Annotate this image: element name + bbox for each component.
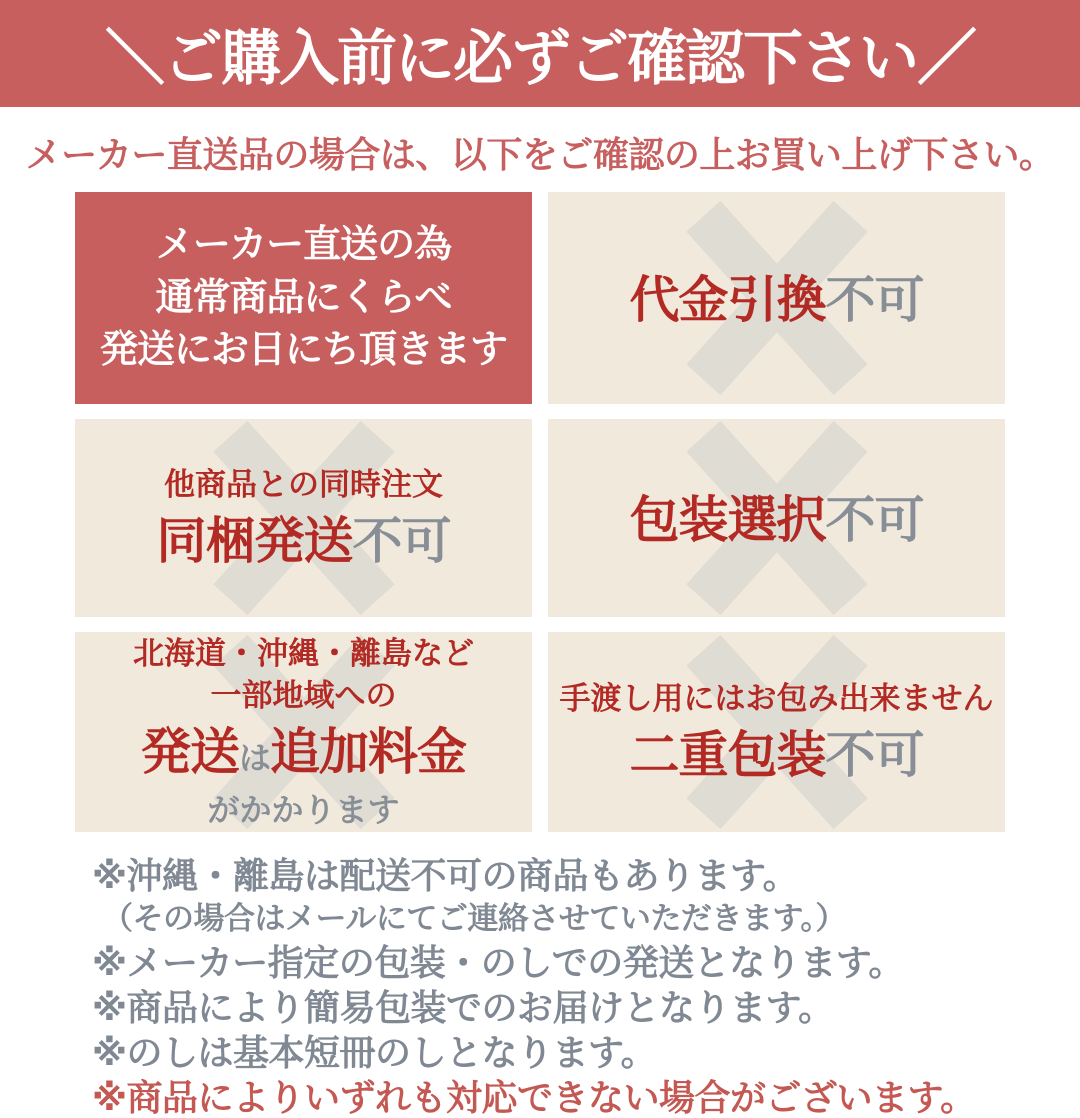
note-line-6: ※商品によりいずれも対応できない場合がございます。 bbox=[92, 1077, 976, 1118]
direct-line-2: 通常商品にくらべ bbox=[155, 276, 452, 319]
double-wrap-not-allowed: 不可 bbox=[825, 726, 924, 783]
region-particle: は bbox=[238, 739, 270, 776]
wrap-select-label: 包装選択 bbox=[629, 491, 826, 548]
cod-not-allowed: 不可 bbox=[825, 271, 924, 328]
card-bundle-shipping bbox=[75, 419, 532, 617]
footnotes-section bbox=[92, 855, 1080, 1118]
page-title: ＼ご購入前に必ずご確認下さい／ bbox=[105, 24, 975, 92]
card-cash-on-delivery bbox=[548, 192, 1005, 404]
double-wrap-text bbox=[560, 678, 994, 786]
note-line-4: ※商品により簡易包装でのお届けとなります。 bbox=[92, 987, 834, 1028]
cod-label: 代金引換 bbox=[629, 271, 826, 328]
notice-grid bbox=[75, 192, 1005, 832]
region-shipping-label: 発送 bbox=[140, 723, 239, 780]
direct-line-3: 発送にお日にち頂きます bbox=[99, 329, 507, 372]
note-line-3: ※メーカー指定の包装・のしでの発送となります。 bbox=[92, 942, 904, 983]
wrap-select-not-allowed: 不可 bbox=[825, 491, 924, 548]
region-main-line bbox=[133, 721, 474, 784]
bundle-text bbox=[157, 464, 451, 572]
wrap-select-text bbox=[630, 485, 924, 552]
card-double-wrap bbox=[548, 632, 1005, 832]
region-sub-line-1: 北海道・沖縄・離島など bbox=[133, 635, 474, 671]
subtitle-text: メーカー直送品の場合は、以下をご確認の上お買い上げ下さい。 bbox=[25, 134, 1055, 175]
direct-line-1: メーカー直送の為 bbox=[155, 224, 452, 267]
bundle-not-allowed: 不可 bbox=[352, 512, 451, 569]
note-line-5: ※のしは基本短冊のしとなります。 bbox=[92, 1032, 657, 1073]
region-text bbox=[133, 633, 474, 831]
wrap-select-main-line bbox=[630, 489, 924, 552]
cod-text bbox=[630, 265, 924, 332]
double-wrap-label: 二重包装 bbox=[629, 726, 826, 783]
note-line-1: ※沖縄・離島は配送不可の商品もあります。 bbox=[92, 855, 799, 896]
bundle-sub-line: 他商品との同時注文 bbox=[164, 466, 443, 502]
region-surcharge-label: 追加料金 bbox=[270, 723, 466, 780]
card-maker-direct bbox=[75, 192, 532, 404]
card-region-surcharge bbox=[75, 632, 532, 832]
cod-main-line bbox=[630, 269, 924, 332]
region-tail-line: がかかります bbox=[207, 792, 400, 829]
bundle-label: 同梱発送 bbox=[156, 512, 353, 569]
double-wrap-main-line bbox=[560, 724, 994, 787]
header-banner bbox=[0, 0, 1080, 107]
bundle-main-line bbox=[157, 510, 451, 573]
double-wrap-sub-line: 手渡し用にはお包み出来ません bbox=[559, 680, 994, 716]
note-line-2: （その場合はメールにてご連絡させていただきます。） bbox=[102, 901, 846, 936]
card-wrap-selection bbox=[548, 419, 1005, 617]
region-sub-line-2: 一部地域への bbox=[210, 677, 397, 713]
